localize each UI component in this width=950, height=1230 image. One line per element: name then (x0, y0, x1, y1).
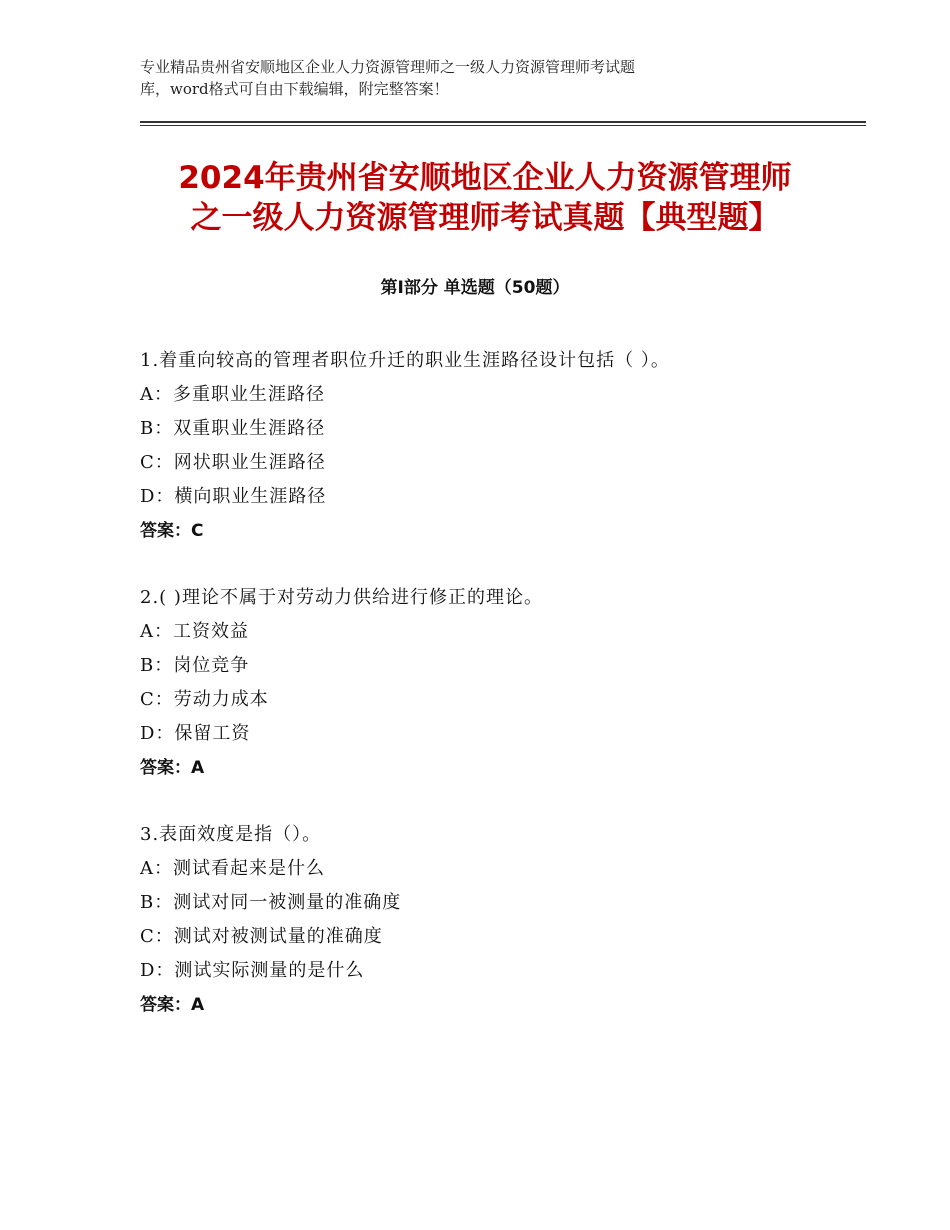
option-d: D：测试实际测量的是什么 (140, 960, 365, 981)
option-c: C：劳动力成本 (140, 689, 269, 710)
header-note (140, 56, 780, 100)
question-stem: 1.着重向较高的管理者职位升迁的职业生涯路径设计包括（ ）。 (140, 350, 670, 371)
option-b: B：测试对同一被测量的准确度 (140, 892, 402, 913)
answer-key: 答案：A (140, 995, 205, 1015)
question-list (140, 344, 840, 1055)
question-stem: 2.( )理论不属于对劳动力供给进行修正的理论。 (140, 587, 543, 608)
header-note-line: 专业精品贵州省安顺地区企业人力资源管理师之一级人力资源管理师考试题 (140, 58, 636, 76)
option-d: D：保留工资 (140, 723, 251, 744)
option-b: B：双重职业生涯路径 (140, 418, 326, 439)
option-a: A：工资效益 (140, 621, 249, 642)
option-d: D：横向职业生涯路径 (140, 486, 327, 507)
document-title (140, 158, 830, 238)
option-c: C：测试对被测试量的准确度 (140, 926, 383, 947)
question-item (140, 818, 840, 1022)
section-title: 第Ⅰ部分 单选题（50题） (380, 278, 570, 298)
divider-line-thin (140, 125, 866, 126)
option-a: A：多重职业生涯路径 (140, 384, 325, 405)
answer-key: 答案：C (140, 521, 204, 541)
header-note-line: 库，word格式可自由下载编辑，附完整答案！ (140, 80, 449, 98)
document-title-line: 2024年贵州省安顺地区企业人力资源管理师 (178, 160, 792, 196)
question-item (140, 581, 840, 785)
header-divider (140, 121, 866, 126)
option-c: C：网状职业生涯路径 (140, 452, 326, 473)
divider-line-thick (140, 121, 866, 123)
question-stem: 3.表面效度是指（）。 (140, 824, 322, 845)
document-title-line: 之一级人力资源管理师考试真题【典型题】 (190, 200, 780, 236)
question-item (140, 344, 840, 548)
option-b: B：岗位竞争 (140, 655, 250, 676)
option-a: A：测试看起来是什么 (140, 858, 325, 879)
answer-key: 答案：A (140, 758, 205, 778)
